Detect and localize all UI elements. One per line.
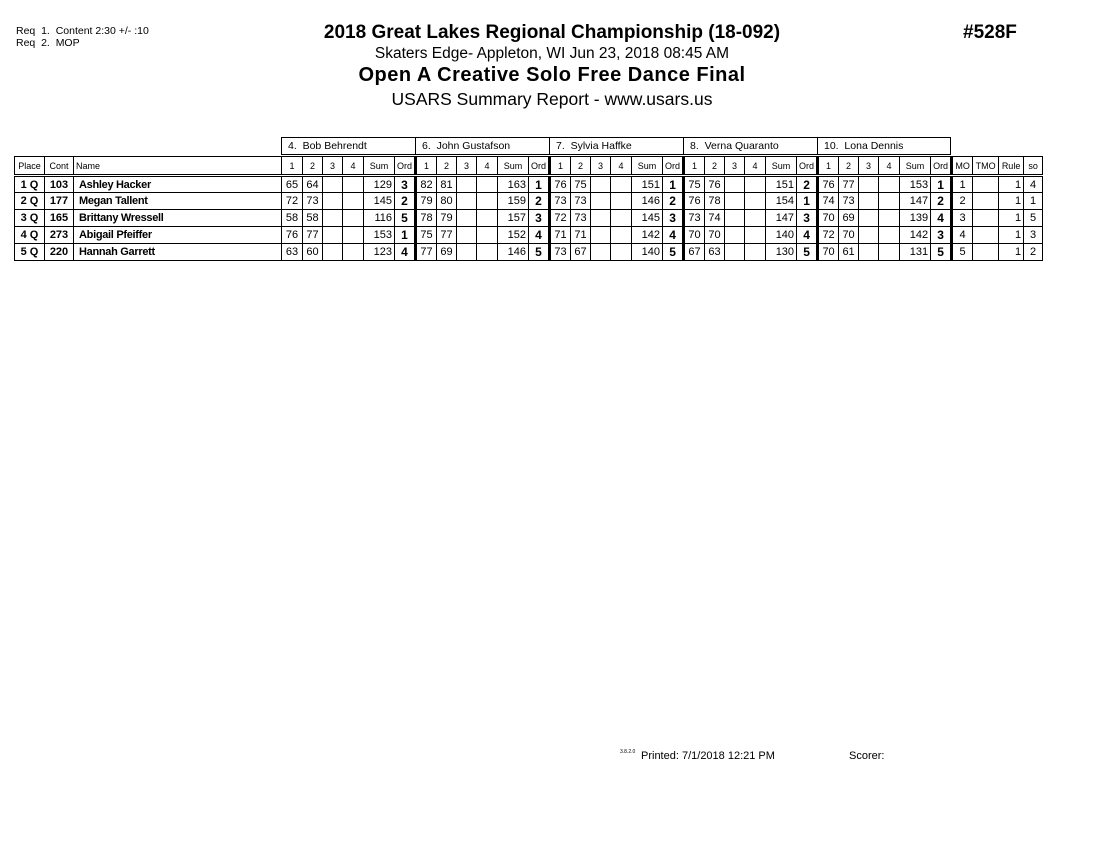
judge-score: 76 bbox=[705, 176, 725, 193]
judge-ordinal: 1 bbox=[797, 193, 818, 210]
mo-cell: 5 bbox=[952, 244, 973, 261]
judge-ordinal: 4 bbox=[931, 210, 952, 227]
mo-cell: 2 bbox=[952, 193, 973, 210]
rule-cell: 1 bbox=[999, 244, 1024, 261]
judge-score: 75 bbox=[571, 176, 591, 193]
judge-score: 70 bbox=[684, 227, 705, 244]
report-title: USARS Summary Report - www.usars.us bbox=[391, 89, 713, 109]
header-judge-col: Ord bbox=[529, 157, 550, 176]
judge-sum: 157 bbox=[498, 210, 529, 227]
judge-score: 58 bbox=[282, 210, 303, 227]
header-judge-col: 4 bbox=[745, 157, 766, 176]
judge-sum: 129 bbox=[364, 176, 395, 193]
header-judge-col: 1 bbox=[282, 157, 303, 176]
judge-score bbox=[591, 244, 611, 261]
mo-cell: 4 bbox=[952, 227, 973, 244]
so-cell: 1 bbox=[1024, 193, 1043, 210]
so-cell: 5 bbox=[1024, 210, 1043, 227]
judge-score bbox=[611, 227, 632, 244]
judge-score bbox=[725, 193, 745, 210]
judge-score bbox=[611, 244, 632, 261]
tmo-cell bbox=[973, 193, 999, 210]
judge-score: 73 bbox=[839, 193, 859, 210]
header-extra-col: TMO bbox=[973, 157, 999, 176]
judge-score bbox=[859, 227, 879, 244]
judge-score bbox=[745, 244, 766, 261]
cont-cell: 165 bbox=[45, 210, 74, 227]
event-title: Open A Creative Solo Free Dance Final bbox=[358, 64, 746, 86]
header-judge-col: Sum bbox=[632, 157, 663, 176]
judge-ordinal: 2 bbox=[529, 193, 550, 210]
header-judge-col: 3 bbox=[725, 157, 745, 176]
mo-cell: 1 bbox=[952, 176, 973, 193]
competition-title: 2018 Great Lakes Regional Championship (18-092) bbox=[323, 22, 781, 43]
judge-score: 78 bbox=[416, 210, 437, 227]
cont-cell: 273 bbox=[45, 227, 74, 244]
judge-sum: 159 bbox=[498, 193, 529, 210]
judge-score bbox=[859, 193, 879, 210]
judge-sum: 151 bbox=[766, 176, 797, 193]
judge-score bbox=[477, 227, 498, 244]
judge-ordinal: 2 bbox=[931, 193, 952, 210]
judge-name: 10. Lona Dennis bbox=[817, 137, 951, 155]
judge-score: 72 bbox=[282, 193, 303, 210]
requirement-1: Req 1. Content 2:30 +/- :10 bbox=[16, 25, 149, 37]
header-judge-col: Sum bbox=[766, 157, 797, 176]
judge-score: 77 bbox=[839, 176, 859, 193]
header-judge-col: Sum bbox=[364, 157, 395, 176]
header-judge-col: 2 bbox=[705, 157, 725, 176]
judge-sum: 145 bbox=[632, 210, 663, 227]
judge-score bbox=[591, 227, 611, 244]
printed-timestamp: Printed: 7/1/2018 12:21 PM bbox=[641, 750, 775, 762]
skater-name: Megan Tallent bbox=[74, 193, 282, 210]
judge-sum: 145 bbox=[364, 193, 395, 210]
judge-score bbox=[457, 210, 477, 227]
judge-score: 72 bbox=[818, 227, 839, 244]
judge-score: 70 bbox=[839, 227, 859, 244]
header-judge-col: 1 bbox=[818, 157, 839, 176]
header-judge-col: 2 bbox=[839, 157, 859, 176]
judge-score: 76 bbox=[550, 176, 571, 193]
header-judge-col: 1 bbox=[550, 157, 571, 176]
tmo-cell bbox=[973, 210, 999, 227]
judge-score: 67 bbox=[684, 244, 705, 261]
judge-score bbox=[879, 193, 900, 210]
judge-sum: 140 bbox=[632, 244, 663, 261]
judge-ordinal: 3 bbox=[663, 210, 684, 227]
judge-score: 76 bbox=[282, 227, 303, 244]
judge-score: 72 bbox=[550, 210, 571, 227]
header-cont: Cont bbox=[45, 157, 74, 176]
judge-score bbox=[457, 193, 477, 210]
judge-score: 73 bbox=[550, 193, 571, 210]
tmo-cell bbox=[973, 244, 999, 261]
header-extra-col: Rule bbox=[999, 157, 1024, 176]
header-judge-col: Sum bbox=[900, 157, 931, 176]
judge-score bbox=[725, 176, 745, 193]
judge-score: 77 bbox=[437, 227, 457, 244]
judge-score bbox=[745, 193, 766, 210]
judge-score bbox=[611, 210, 632, 227]
software-version: 3.8.2.0 bbox=[620, 749, 636, 755]
judge-ordinal: 5 bbox=[529, 244, 550, 261]
requirement-2: Req 2. MOP bbox=[16, 37, 80, 49]
judge-sum: 151 bbox=[632, 176, 663, 193]
judge-ordinal: 5 bbox=[663, 244, 684, 261]
judge-ordinal: 4 bbox=[797, 227, 818, 244]
judge-sum: 131 bbox=[900, 244, 931, 261]
table-row bbox=[15, 193, 1043, 210]
header-judge-col: 3 bbox=[591, 157, 611, 176]
header-extra-col: so bbox=[1024, 157, 1043, 176]
header-judge-col: Sum bbox=[498, 157, 529, 176]
judge-score: 74 bbox=[705, 210, 725, 227]
judge-score: 75 bbox=[416, 227, 437, 244]
judge-score bbox=[879, 227, 900, 244]
judge-sum: 154 bbox=[766, 193, 797, 210]
judge-ordinal: 2 bbox=[395, 193, 416, 210]
judge-ordinal: 1 bbox=[663, 176, 684, 193]
judge-score: 78 bbox=[705, 193, 725, 210]
judge-score: 63 bbox=[705, 244, 725, 261]
header-judge-col: 2 bbox=[437, 157, 457, 176]
judge-sum: 153 bbox=[900, 176, 931, 193]
judge-score: 77 bbox=[303, 227, 323, 244]
judge-score: 71 bbox=[571, 227, 591, 244]
judge-score bbox=[457, 244, 477, 261]
judge-score: 69 bbox=[839, 210, 859, 227]
so-cell: 3 bbox=[1024, 227, 1043, 244]
rule-cell: 1 bbox=[999, 227, 1024, 244]
judge-score bbox=[859, 210, 879, 227]
skater-name: Brittany Wressell bbox=[74, 210, 282, 227]
judge-ordinal: 1 bbox=[931, 176, 952, 193]
judge-score bbox=[745, 176, 766, 193]
header-judge-col: Ord bbox=[931, 157, 952, 176]
judge-sum: 152 bbox=[498, 227, 529, 244]
judge-score bbox=[343, 210, 364, 227]
judge-score: 80 bbox=[437, 193, 457, 210]
table-row bbox=[15, 210, 1043, 227]
header-judge-col: 4 bbox=[477, 157, 498, 176]
header-judge-col: 1 bbox=[416, 157, 437, 176]
judge-score bbox=[879, 176, 900, 193]
results-table bbox=[14, 156, 1043, 261]
judge-score: 82 bbox=[416, 176, 437, 193]
judge-score: 69 bbox=[437, 244, 457, 261]
rule-cell: 1 bbox=[999, 193, 1024, 210]
judge-ordinal: 1 bbox=[529, 176, 550, 193]
judge-score: 73 bbox=[303, 193, 323, 210]
table-row bbox=[15, 176, 1043, 193]
judge-score: 76 bbox=[818, 176, 839, 193]
header-judge-col: 4 bbox=[611, 157, 632, 176]
judge-score: 70 bbox=[818, 244, 839, 261]
scorer-label: Scorer: bbox=[849, 750, 885, 762]
judge-ordinal: 3 bbox=[931, 227, 952, 244]
judge-score bbox=[745, 227, 766, 244]
judge-score: 81 bbox=[437, 176, 457, 193]
judge-score bbox=[477, 193, 498, 210]
judge-ordinal: 5 bbox=[797, 244, 818, 261]
place-cell: 5 Q bbox=[15, 244, 45, 261]
judge-sum: 130 bbox=[766, 244, 797, 261]
judge-score: 79 bbox=[437, 210, 457, 227]
place-cell: 3 Q bbox=[15, 210, 45, 227]
judge-score: 70 bbox=[818, 210, 839, 227]
judge-score bbox=[323, 244, 343, 261]
judge-sum: 147 bbox=[766, 210, 797, 227]
judge-score: 74 bbox=[818, 193, 839, 210]
judge-score: 79 bbox=[416, 193, 437, 210]
judge-score bbox=[457, 227, 477, 244]
judge-score: 73 bbox=[550, 244, 571, 261]
judge-score bbox=[725, 210, 745, 227]
judge-score: 61 bbox=[839, 244, 859, 261]
judge-score bbox=[611, 193, 632, 210]
judge-score: 77 bbox=[416, 244, 437, 261]
judge-score: 75 bbox=[684, 176, 705, 193]
judge-score: 73 bbox=[571, 193, 591, 210]
judge-score bbox=[879, 244, 900, 261]
header-name: Name bbox=[74, 157, 282, 176]
judge-ordinal: 2 bbox=[663, 193, 684, 210]
judge-name: 4. Bob Behrendt bbox=[281, 137, 415, 155]
judge-sum: 142 bbox=[632, 227, 663, 244]
skater-name: Abigail Pfeiffer bbox=[74, 227, 282, 244]
judge-score bbox=[745, 210, 766, 227]
judge-sum: 123 bbox=[364, 244, 395, 261]
header-judge-col: Ord bbox=[797, 157, 818, 176]
judge-name: 8. Verna Quaranto bbox=[683, 137, 817, 155]
cont-cell: 103 bbox=[45, 176, 74, 193]
judge-sum: 146 bbox=[632, 193, 663, 210]
judge-score bbox=[323, 210, 343, 227]
judge-score bbox=[611, 176, 632, 193]
judge-score: 63 bbox=[282, 244, 303, 261]
judge-score bbox=[343, 193, 364, 210]
judge-score bbox=[725, 244, 745, 261]
tmo-cell bbox=[973, 176, 999, 193]
judge-ordinal: 3 bbox=[797, 210, 818, 227]
header-judge-col: 2 bbox=[571, 157, 591, 176]
judge-score: 73 bbox=[571, 210, 591, 227]
judge-sum: 140 bbox=[766, 227, 797, 244]
judge-score bbox=[591, 210, 611, 227]
rule-cell: 1 bbox=[999, 176, 1024, 193]
so-cell: 2 bbox=[1024, 244, 1043, 261]
judge-ordinal: 5 bbox=[395, 210, 416, 227]
judge-ordinal: 3 bbox=[395, 176, 416, 193]
header-judge-col: 3 bbox=[859, 157, 879, 176]
judge-score bbox=[859, 244, 879, 261]
event-number: #528F bbox=[963, 22, 1017, 43]
judge-sum: 163 bbox=[498, 176, 529, 193]
judge-score bbox=[477, 210, 498, 227]
skater-name: Hannah Garrett bbox=[74, 244, 282, 261]
judge-score bbox=[477, 176, 498, 193]
judge-ordinal: 4 bbox=[663, 227, 684, 244]
judge-score: 67 bbox=[571, 244, 591, 261]
judge-ordinal: 5 bbox=[931, 244, 952, 261]
venue-date: Skaters Edge- Appleton, WI Jun 23, 2018 08:45 AM bbox=[374, 45, 730, 62]
judge-score bbox=[343, 227, 364, 244]
judge-score: 58 bbox=[303, 210, 323, 227]
header-judge-col: 1 bbox=[684, 157, 705, 176]
so-cell: 4 bbox=[1024, 176, 1043, 193]
judge-score bbox=[591, 176, 611, 193]
judge-sum: 116 bbox=[364, 210, 395, 227]
judge-ordinal: 4 bbox=[529, 227, 550, 244]
judge-score: 64 bbox=[303, 176, 323, 193]
header-judge-col: 4 bbox=[879, 157, 900, 176]
judge-score bbox=[591, 193, 611, 210]
mo-cell: 3 bbox=[952, 210, 973, 227]
header-place: Place bbox=[15, 157, 45, 176]
header-judge-col: 3 bbox=[323, 157, 343, 176]
cont-cell: 177 bbox=[45, 193, 74, 210]
skater-name: Ashley Hacker bbox=[74, 176, 282, 193]
place-cell: 2 Q bbox=[15, 193, 45, 210]
judge-sum: 139 bbox=[900, 210, 931, 227]
judge-score bbox=[323, 227, 343, 244]
place-cell: 4 Q bbox=[15, 227, 45, 244]
judge-score bbox=[343, 176, 364, 193]
judge-sum: 142 bbox=[900, 227, 931, 244]
judge-score: 73 bbox=[684, 210, 705, 227]
header-extra-col: MO bbox=[952, 157, 973, 176]
header-judge-col: Ord bbox=[395, 157, 416, 176]
rule-cell: 1 bbox=[999, 210, 1024, 227]
judge-score bbox=[343, 244, 364, 261]
judge-ordinal: 4 bbox=[395, 244, 416, 261]
judge-score bbox=[457, 176, 477, 193]
judge-score: 60 bbox=[303, 244, 323, 261]
judge-score bbox=[323, 193, 343, 210]
judge-sum: 146 bbox=[498, 244, 529, 261]
tmo-cell bbox=[973, 227, 999, 244]
header-judge-col: Ord bbox=[663, 157, 684, 176]
judge-sum: 153 bbox=[364, 227, 395, 244]
judge-score bbox=[477, 244, 498, 261]
cont-cell: 220 bbox=[45, 244, 74, 261]
judge-score: 70 bbox=[705, 227, 725, 244]
judge-score bbox=[323, 176, 343, 193]
judge-score bbox=[879, 210, 900, 227]
column-header-row bbox=[15, 157, 1043, 176]
judge-ordinal: 2 bbox=[797, 176, 818, 193]
header-judge-col: 3 bbox=[457, 157, 477, 176]
judge-sum: 147 bbox=[900, 193, 931, 210]
judge-score: 76 bbox=[684, 193, 705, 210]
judge-name: 7. Sylvia Haffke bbox=[549, 137, 683, 155]
table-row bbox=[15, 244, 1043, 261]
judge-header-row bbox=[281, 137, 951, 155]
header-judge-col: 4 bbox=[343, 157, 364, 176]
judge-score: 65 bbox=[282, 176, 303, 193]
judge-score bbox=[859, 176, 879, 193]
judge-score bbox=[725, 227, 745, 244]
judge-score: 71 bbox=[550, 227, 571, 244]
table-row bbox=[15, 227, 1043, 244]
judge-ordinal: 1 bbox=[395, 227, 416, 244]
judge-ordinal: 3 bbox=[529, 210, 550, 227]
judge-name: 6. John Gustafson bbox=[415, 137, 549, 155]
header-judge-col: 2 bbox=[303, 157, 323, 176]
place-cell: 1 Q bbox=[15, 176, 45, 193]
